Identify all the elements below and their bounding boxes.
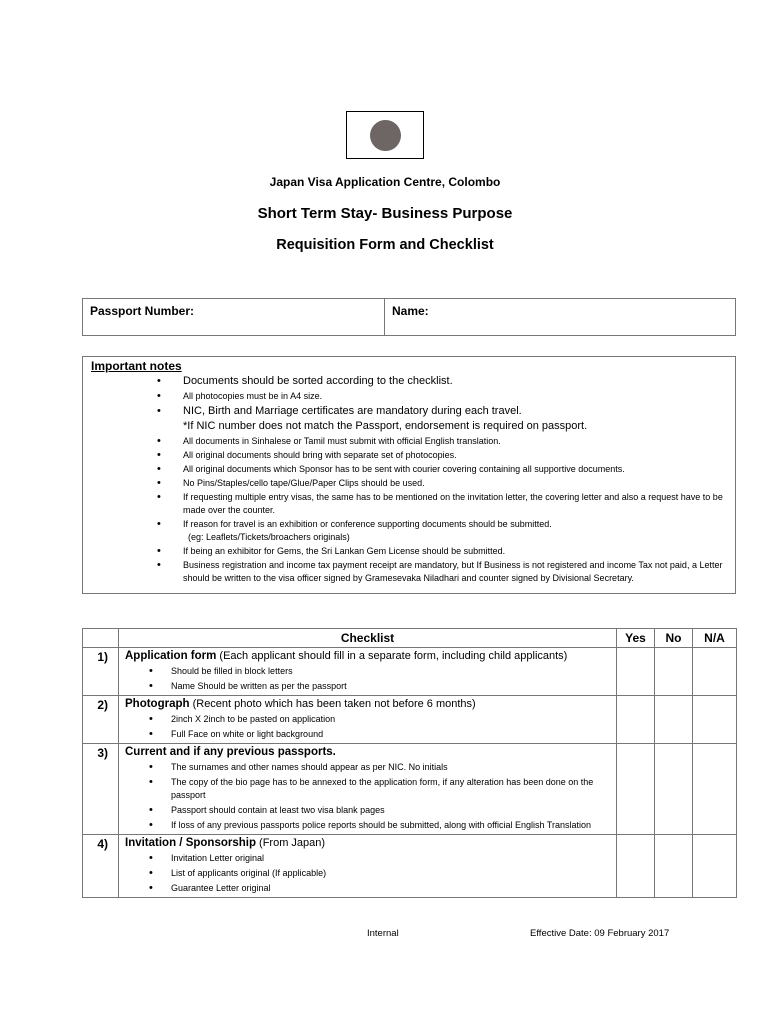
table-row xyxy=(83,696,737,744)
no-checkbox-cell[interactable] xyxy=(655,648,693,696)
note-text: (eg: Leaflets/Tickets/broachers originals) xyxy=(188,532,350,542)
name-field[interactable] xyxy=(385,299,735,335)
na-heading: N/A xyxy=(693,629,737,648)
flag-sun xyxy=(370,120,401,151)
note-item: • Documents should be sorted according to the checklist. xyxy=(157,374,727,389)
note-item: • If being an exhibitor for Gems, the Sri Lankan Gem License should be submitted. xyxy=(157,545,727,558)
note-item: • All photocopies must be in A4 size. xyxy=(157,390,727,403)
no-checkbox-cell[interactable] xyxy=(655,835,693,898)
form-title: Short Term Stay- Business Purpose xyxy=(257,205,513,222)
section-number: 4) xyxy=(83,835,119,898)
section-number: 1) xyxy=(83,648,119,696)
applicant-id-box xyxy=(82,298,736,336)
checklist-header-row xyxy=(83,629,737,648)
section-invitation xyxy=(119,835,617,898)
table-row xyxy=(83,648,737,696)
na-checkbox-cell[interactable] xyxy=(693,744,737,835)
checklist-heading: Checklist xyxy=(119,629,617,648)
list-item: • Should be filled in block letters xyxy=(149,665,610,678)
yes-heading: Yes xyxy=(617,629,655,648)
section-note: (Recent photo which has been taken not before 6 months) xyxy=(189,698,476,710)
section-title: Photograph xyxy=(125,698,190,710)
important-notes-box xyxy=(82,356,736,594)
no-heading: No xyxy=(655,629,693,648)
note-item: • All original documents which Sponsor has to be sent with courier covering containing all supportive documents. xyxy=(157,463,727,476)
note-text: • NIC, Birth and Marriage certificates are mandatory during each travel. xyxy=(183,405,522,417)
section-note: (From Japan) xyxy=(255,837,326,849)
list-item: • If loss of any previous passports police reports should be submitted, along with official English Translation xyxy=(149,819,610,832)
yes-checkbox-cell[interactable] xyxy=(617,648,655,696)
section-application-form xyxy=(119,648,617,696)
checklist-table xyxy=(82,628,737,898)
list-item: • The surnames and other names should appear as per NIC. No initials xyxy=(149,761,610,774)
notes-title: Important notes xyxy=(91,359,182,373)
note-item: • All original documents should bring with separate set of photocopies. xyxy=(157,449,727,462)
form-subtitle: Requisition Form and Checklist xyxy=(276,237,494,253)
section-title: Application form xyxy=(125,650,217,662)
footer-effective-date: Effective Date: 09 February 2017 xyxy=(530,928,670,939)
na-checkbox-cell[interactable] xyxy=(693,696,737,744)
yes-checkbox-cell[interactable] xyxy=(617,696,655,744)
section-title: Current and if any previous passports. xyxy=(125,746,336,758)
note-item: • Business registration and income tax payment receipt are mandatory, but If Business is not registered and income Tax not paid, a Letter should be written to the visa officer signed by Gramesevaka Niladhari and counter signed by Divisional Secretary. xyxy=(157,559,727,585)
footer-classification: Internal xyxy=(367,928,399,939)
no-checkbox-cell[interactable] xyxy=(655,696,693,744)
centre-name: Japan Visa Application Centre, Colombo xyxy=(269,175,501,189)
table-row xyxy=(83,744,737,835)
list-item: • 2inch X 2inch to be pasted on application xyxy=(149,713,610,726)
section-number: 2) xyxy=(83,696,119,744)
note-text: • If reason for travel is an exhibition or conference supporting documents should be submitted. xyxy=(183,519,552,529)
note-item xyxy=(157,404,727,434)
table-row xyxy=(83,835,737,898)
na-checkbox-cell[interactable] xyxy=(693,835,737,898)
list-item: • Full Face on white or light background xyxy=(149,728,610,741)
note-item: • If requesting multiple entry visas, the same has to be mentioned on the invitation letter, the covering letter and also a request have to be made over the counter. xyxy=(157,491,727,517)
japan-flag-icon xyxy=(346,111,424,159)
list-item: • The copy of the bio page has to be annexed to the application form, if any alteration has been done on the passport xyxy=(149,776,610,802)
list-item: • List of applicants original (If applicable) xyxy=(149,867,610,880)
yes-checkbox-cell[interactable] xyxy=(617,744,655,835)
section-photograph xyxy=(119,696,617,744)
note-text: *If NIC number does not match the Passport, endorsement is required on passport. xyxy=(183,420,588,432)
section-passports xyxy=(119,744,617,835)
yes-checkbox-cell[interactable] xyxy=(617,835,655,898)
list-item: • Guarantee Letter original xyxy=(149,882,610,895)
list-item: • Passport should contain at least two visa blank pages xyxy=(149,804,610,817)
list-item: • Name Should be written as per the passport xyxy=(149,680,610,693)
section-title: Invitation / Sponsorship xyxy=(125,837,256,849)
passport-number-field[interactable] xyxy=(83,299,385,335)
list-item: • Invitation Letter original xyxy=(149,852,610,865)
header-blank xyxy=(83,629,119,648)
section-note: (Each applicant should fill in a separate form, including child applicants) xyxy=(216,650,568,662)
note-item: • No Pins/Staples/cello tape/Glue/Paper Clips should be used. xyxy=(157,477,727,490)
no-checkbox-cell[interactable] xyxy=(655,744,693,835)
section-number: 3) xyxy=(83,744,119,835)
notes-list xyxy=(91,374,727,585)
na-checkbox-cell[interactable] xyxy=(693,648,737,696)
name-label: Name: xyxy=(392,304,429,318)
note-item xyxy=(157,518,727,544)
note-item: • All documents in Sinhalese or Tamil must submit with official English translation. xyxy=(157,435,727,448)
passport-number-label: Passport Number: xyxy=(90,304,195,318)
